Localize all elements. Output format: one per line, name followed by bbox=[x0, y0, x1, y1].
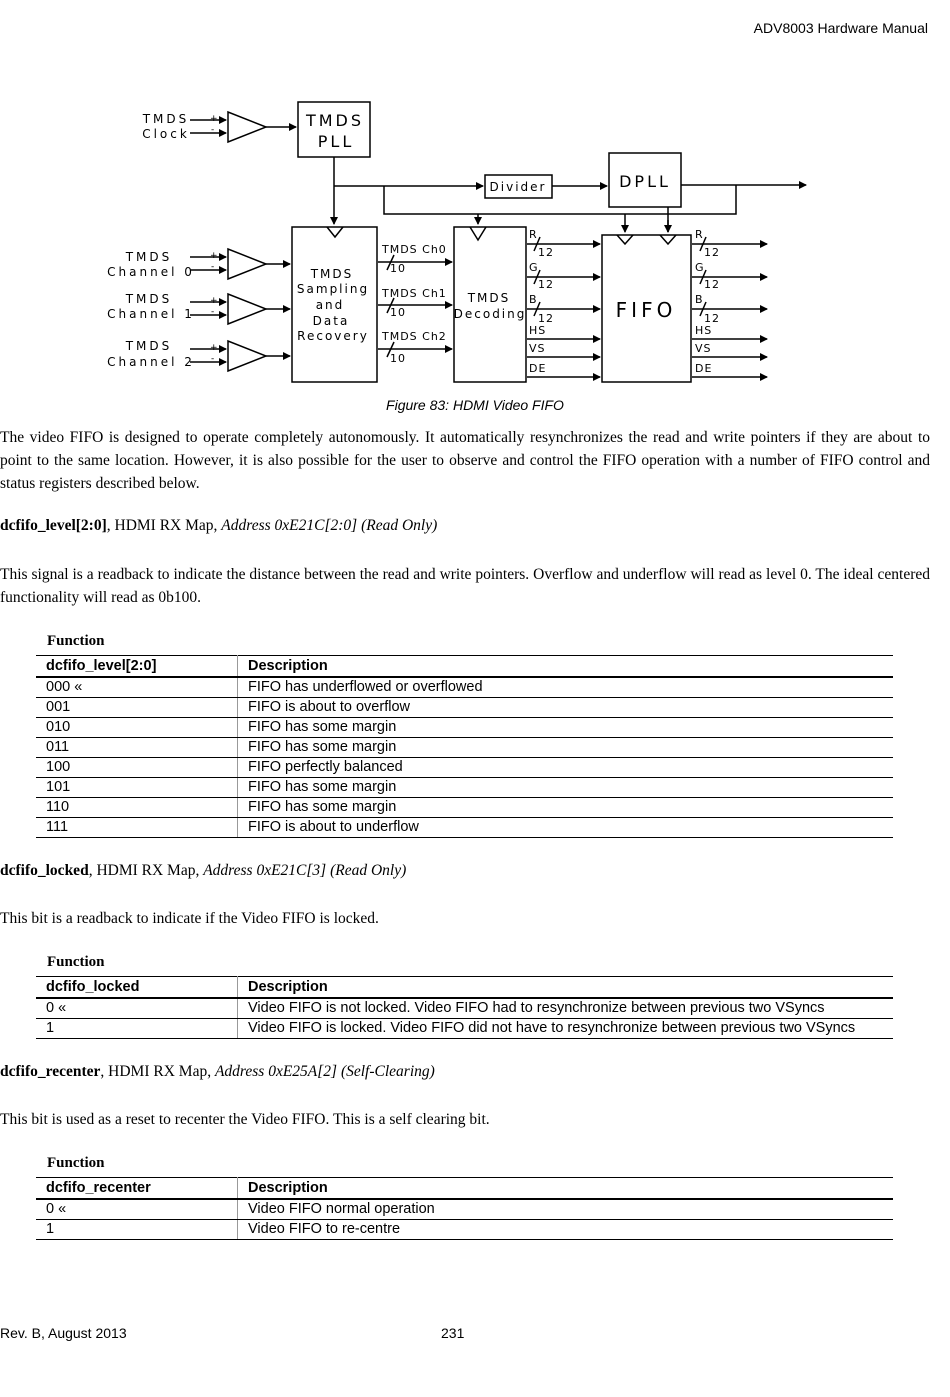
running-header: ADV8003 Hardware Manual bbox=[753, 20, 928, 36]
column-header: Description bbox=[238, 1178, 894, 1200]
fifo-b-label: B bbox=[695, 293, 703, 306]
decoding-label-1: TMDS bbox=[467, 291, 511, 305]
ch0-plus-sign: + bbox=[210, 251, 218, 261]
tmds-ch1-label-1: TMDS bbox=[125, 292, 173, 306]
pll-label-2: PLL bbox=[317, 132, 355, 151]
function-title: Function bbox=[47, 954, 105, 970]
table-cell: Video FIFO is locked. Video FIFO did not have to resynchronize between previous two VSyncs bbox=[238, 1019, 894, 1039]
bus-label-ch0: TMDS Ch0 bbox=[382, 243, 447, 256]
register-heading bbox=[0, 1063, 435, 1081]
figure-caption: Figure 83: HDMI Video FIFO bbox=[386, 397, 564, 413]
fifo-g-label: G bbox=[695, 261, 704, 274]
table-row bbox=[36, 677, 893, 698]
sampling-label-1: TMDS bbox=[310, 267, 354, 281]
table-row bbox=[36, 1220, 893, 1240]
ch1-minus-sign: - bbox=[211, 307, 215, 317]
fifo-hs-label: HS bbox=[695, 324, 713, 337]
decoding-label-2: Decoding bbox=[453, 307, 527, 321]
table-header-row bbox=[36, 1178, 893, 1200]
fifo-label: FIFO bbox=[615, 298, 677, 322]
register-address: Address 0xE25A[2] (Self-Clearing) bbox=[214, 1063, 435, 1080]
table-row bbox=[36, 718, 893, 738]
register-map: , HDMI RX Map, bbox=[106, 517, 222, 534]
tmds-ch2-label-1: TMDS bbox=[125, 339, 173, 353]
register-name: dcfifo_locked bbox=[0, 862, 89, 879]
tmds-ch2-label-2: Channel 2 bbox=[107, 355, 195, 369]
table-row bbox=[36, 818, 893, 838]
table-cell: FIFO perfectly balanced bbox=[238, 758, 894, 778]
sampling-label-5: Recovery bbox=[297, 329, 369, 343]
table-cell: 011 bbox=[36, 738, 238, 758]
table-cell: 010 bbox=[36, 718, 238, 738]
dec-r-width: 12 bbox=[538, 246, 554, 259]
table-cell: FIFO has some margin bbox=[238, 718, 894, 738]
function-table bbox=[36, 655, 893, 838]
table-header-row bbox=[36, 977, 893, 999]
dpll-label: DPLL bbox=[619, 172, 671, 191]
bus-width-ch1: 10 bbox=[390, 306, 406, 319]
function-title: Function bbox=[47, 1155, 105, 1171]
fifo-r-label: R bbox=[695, 228, 703, 241]
table-cell: 101 bbox=[36, 778, 238, 798]
table-row bbox=[36, 1019, 893, 1039]
tmds-clock-label-1: TMDS bbox=[142, 112, 190, 126]
column-header: Description bbox=[238, 656, 894, 678]
table-cell: 100 bbox=[36, 758, 238, 778]
dec-b-label: B bbox=[529, 293, 537, 306]
register-description: This signal is a readback to indicate the distance between the read and write pointers. Overflow and underflow will read as level 0. The ideal centered functionality will read as 0b100. bbox=[0, 566, 930, 606]
intro-paragraph: The video FIFO is designed to operate completely autonomously. It automatically resynchronizes the read and write pointers if they are about to point to the same location. However, it is also possible for the user to observe and control the FIFO operation with a number of FIFO control and status registers described below. bbox=[0, 429, 930, 492]
bus-label-ch1: TMDS Ch1 bbox=[382, 287, 447, 300]
register-name: dcfifo_recenter bbox=[0, 1063, 101, 1080]
function-table bbox=[36, 976, 893, 1039]
fifo-de-label: DE bbox=[695, 362, 713, 375]
register-map: , HDMI RX Map, bbox=[100, 1063, 215, 1080]
register-bits: [2:0] bbox=[75, 517, 107, 534]
register-name: dcfifo_level bbox=[0, 517, 76, 534]
sampling-label-2: Sampling bbox=[296, 282, 370, 296]
table-cell: FIFO has some margin bbox=[238, 738, 894, 758]
table-row bbox=[36, 1199, 893, 1220]
bus-width-ch2: 10 bbox=[390, 352, 406, 365]
register-heading bbox=[0, 517, 437, 535]
dec-hs-label: HS bbox=[529, 324, 547, 337]
table-row bbox=[36, 738, 893, 758]
tmds-ch0-label-1: TMDS bbox=[125, 250, 173, 264]
pll-label-1: TMDS bbox=[305, 111, 365, 130]
fifo-vs-label: VS bbox=[695, 342, 712, 355]
tmds-clock-label-2: Clock bbox=[142, 127, 190, 141]
tmds-ch0-label-2: Channel 0 bbox=[107, 265, 195, 279]
dec-vs-label: VS bbox=[529, 342, 546, 355]
table-cell: Video FIFO to re-centre bbox=[238, 1220, 894, 1240]
ch2-plus-sign: + bbox=[210, 343, 218, 353]
register-address: Address 0xE21C[3] (Read Only) bbox=[203, 862, 407, 879]
table-cell: 1 bbox=[36, 1019, 238, 1039]
table-cell: 1 bbox=[36, 1220, 238, 1240]
ch0-minus-sign: - bbox=[211, 262, 215, 272]
table-row bbox=[36, 798, 893, 818]
bus-label-ch2: TMDS Ch2 bbox=[382, 330, 447, 343]
table-cell: FIFO is about to overflow bbox=[238, 698, 894, 718]
fifo-g-width: 12 bbox=[704, 278, 720, 291]
fifo-b-width: 12 bbox=[704, 312, 720, 325]
table-row bbox=[36, 998, 893, 1019]
table-row bbox=[36, 758, 893, 778]
column-header: dcfifo_recenter bbox=[36, 1178, 238, 1200]
table-cell: 0 « bbox=[36, 998, 238, 1019]
table-cell: 110 bbox=[36, 798, 238, 818]
table-cell: 000 « bbox=[36, 677, 238, 698]
footer-page-number: 231 bbox=[441, 1325, 465, 1341]
tmds-ch1-label-2: Channel 1 bbox=[107, 307, 195, 321]
table-row bbox=[36, 698, 893, 718]
ch1-plus-sign: + bbox=[210, 296, 218, 306]
register-map: , HDMI RX Map, bbox=[88, 862, 204, 879]
dec-b-width: 12 bbox=[538, 312, 554, 325]
clock-plus-sign: + bbox=[210, 114, 218, 124]
table-cell: 0 « bbox=[36, 1199, 238, 1220]
column-header: dcfifo_locked bbox=[36, 977, 238, 999]
clock-minus-sign: - bbox=[211, 125, 215, 135]
function-table bbox=[36, 1177, 893, 1240]
sampling-label-4: Data bbox=[312, 314, 350, 328]
column-header: Description bbox=[238, 977, 894, 999]
table-cell: FIFO has some margin bbox=[238, 778, 894, 798]
fifo-r-width: 12 bbox=[704, 246, 720, 259]
function-title: Function bbox=[47, 633, 105, 649]
dec-r-label: R bbox=[529, 228, 537, 241]
bus-width-ch0: 10 bbox=[390, 262, 406, 275]
table-cell: Video FIFO normal operation bbox=[238, 1199, 894, 1220]
register-description: This bit is a readback to indicate if the Video FIFO is locked. bbox=[0, 910, 379, 927]
dec-g-width: 12 bbox=[538, 278, 554, 291]
table-cell: 001 bbox=[36, 698, 238, 718]
dec-g-label: G bbox=[529, 261, 538, 274]
table-cell: FIFO has some margin bbox=[238, 798, 894, 818]
divider-label: Divider bbox=[489, 180, 547, 194]
footer-revision: Rev. B, August 2013 bbox=[0, 1325, 127, 1341]
table-cell: 111 bbox=[36, 818, 238, 838]
table-row bbox=[36, 778, 893, 798]
column-header: dcfifo_level[2:0] bbox=[36, 656, 238, 678]
register-heading bbox=[0, 862, 406, 880]
table-cell: FIFO has underflowed or overflowed bbox=[238, 677, 894, 698]
table-header-row bbox=[36, 656, 893, 678]
register-description: This bit is used as a reset to recenter the Video FIFO. This is a self clearing bit. bbox=[0, 1111, 490, 1128]
sampling-label-3: and bbox=[315, 298, 345, 312]
table-cell: Video FIFO is not locked. Video FIFO had to resynchronize between previous two VSyncs bbox=[238, 998, 894, 1019]
dec-de-label: DE bbox=[529, 362, 547, 375]
ch2-minus-sign: - bbox=[211, 354, 215, 364]
hdmi-video-fifo-diagram bbox=[0, 0, 950, 395]
register-address: Address 0xE21C[2:0] (Read Only) bbox=[221, 517, 438, 534]
table-cell: FIFO is about to underflow bbox=[238, 818, 894, 838]
